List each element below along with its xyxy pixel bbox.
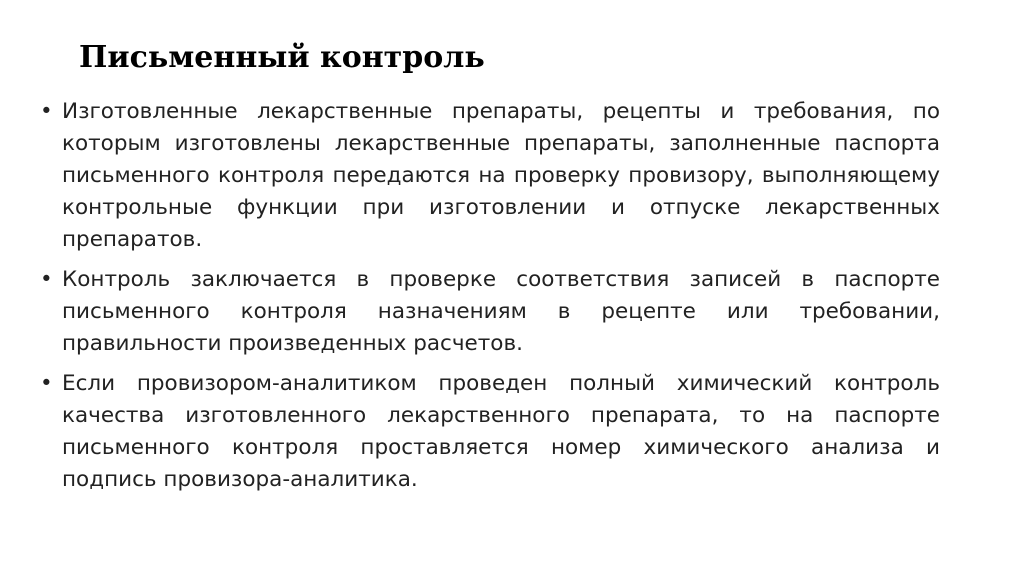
bullet-text: Контроль заключается в проверке соответствия записей в паспорте письменного контроля назначениям в рецепте или требовании, правильности произведенных расчетов. (62, 267, 940, 356)
bullet-marker-icon: • (40, 267, 53, 292)
slide-title: Письменный контроль (79, 40, 485, 75)
bullet-marker-icon: • (40, 371, 53, 396)
bullet-marker-icon: • (40, 99, 53, 124)
bullet-item (40, 264, 940, 360)
bullet-list (40, 96, 940, 504)
bullet-text: Изготовленные лекарственные препараты, рецепты и требования, по которым изготовлены лекарственные препараты, заполненные паспорта письменного контроля передаются на проверку провизору, выполняющему контрольные функции при изготовлении и отпуске лекарственных препаратов. (62, 99, 940, 252)
bullet-text: Если провизором-аналитиком проведен полный химический контроль качества изготовленного лекарственного препарата, то на паспорте письменного контроля проставляется номер химического анализа и подпись провизора-аналитика. (62, 371, 940, 492)
bullet-item (40, 368, 940, 496)
bullet-item (40, 96, 940, 256)
